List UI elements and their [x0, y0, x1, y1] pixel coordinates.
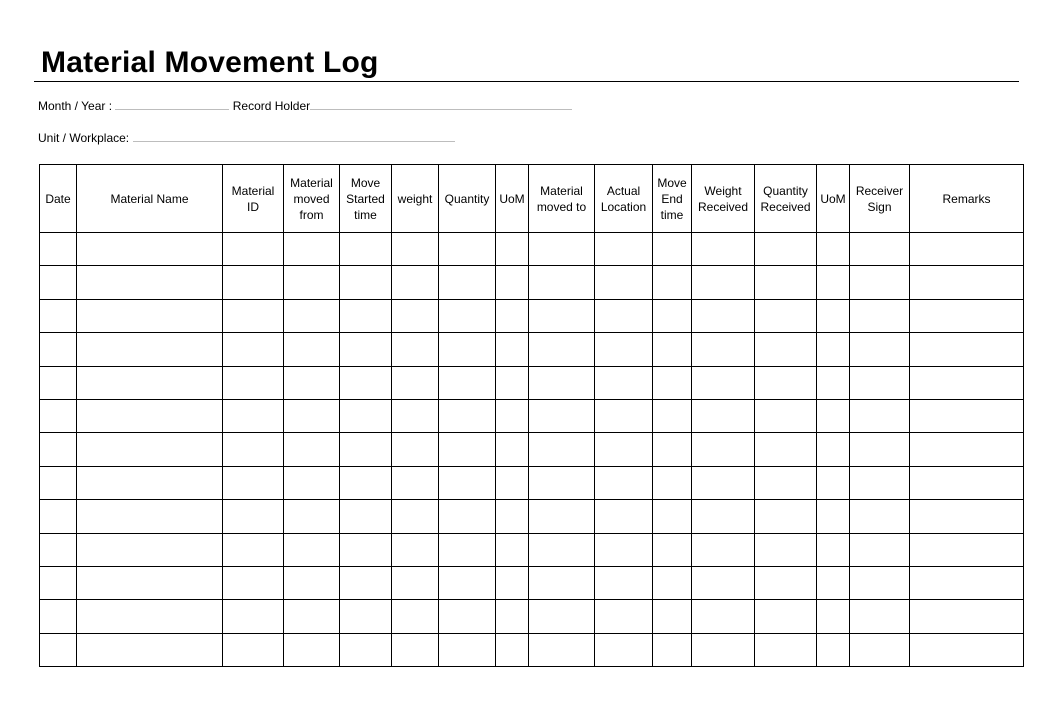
table-cell-receiver-sign[interactable] — [850, 533, 910, 566]
table-cell-weight-received[interactable] — [692, 399, 755, 432]
table-cell-remarks[interactable] — [910, 433, 1024, 466]
column-header-quantity: Quantity — [439, 165, 496, 233]
table-cell-material-name[interactable] — [77, 466, 223, 499]
table-cell-material-id[interactable] — [223, 533, 284, 566]
table-cell-weight[interactable] — [392, 500, 439, 533]
table-cell-quantity[interactable] — [439, 466, 496, 499]
table-cell-weight-received[interactable] — [692, 500, 755, 533]
table-cell-remarks[interactable] — [910, 533, 1024, 566]
table-cell-material-name[interactable] — [77, 266, 223, 299]
table-cell-material-id[interactable] — [223, 433, 284, 466]
table-cell-receiver-sign[interactable] — [850, 466, 910, 499]
column-header-receiver-sign: Receiver Sign — [850, 165, 910, 233]
table-cell-material-moved-from[interactable] — [284, 633, 340, 666]
table-cell-receiver-sign[interactable] — [850, 500, 910, 533]
table-cell-remarks[interactable] — [910, 466, 1024, 499]
table-cell-weight[interactable] — [392, 233, 439, 266]
table-cell-uom-2[interactable] — [817, 566, 850, 599]
table-cell-move-started-time[interactable] — [340, 566, 392, 599]
page-title: Material Movement Log — [41, 46, 379, 79]
table-cell-weight-received[interactable] — [692, 333, 755, 366]
table-cell-material-moved-from[interactable] — [284, 433, 340, 466]
table-cell-move-started-time[interactable] — [340, 266, 392, 299]
table-cell-material-moved-to[interactable] — [529, 266, 595, 299]
table-cell-uom-2[interactable] — [817, 299, 850, 332]
table-row — [40, 566, 1024, 599]
table-cell-actual-location[interactable] — [595, 500, 653, 533]
table-cell-move-end-time[interactable] — [653, 533, 692, 566]
table-cell-material-moved-to[interactable] — [529, 399, 595, 432]
table-cell-move-started-time[interactable] — [340, 500, 392, 533]
table-cell-date[interactable] — [40, 466, 77, 499]
table-cell-date[interactable] — [40, 266, 77, 299]
table-cell-material-moved-to[interactable] — [529, 466, 595, 499]
table-cell-actual-location[interactable] — [595, 366, 653, 399]
table-cell-receiver-sign[interactable] — [850, 266, 910, 299]
table-cell-weight[interactable] — [392, 566, 439, 599]
table-cell-quantity[interactable] — [439, 600, 496, 633]
table-cell-remarks[interactable] — [910, 299, 1024, 332]
header-fields-row-2 — [38, 131, 455, 145]
table-cell-weight-received[interactable] — [692, 533, 755, 566]
table-cell-uom-2[interactable] — [817, 266, 850, 299]
table-cell-move-started-time[interactable] — [340, 433, 392, 466]
column-header-remarks: Remarks — [910, 165, 1024, 233]
table-cell-uom-2[interactable] — [817, 466, 850, 499]
table-cell-uom-1[interactable] — [496, 466, 529, 499]
table-cell-remarks[interactable] — [910, 633, 1024, 666]
table-cell-receiver-sign[interactable] — [850, 600, 910, 633]
table-cell-quantity-received[interactable] — [755, 466, 817, 499]
table-cell-move-end-time[interactable] — [653, 500, 692, 533]
table-cell-material-id[interactable] — [223, 466, 284, 499]
table-cell-quantity[interactable] — [439, 399, 496, 432]
table-cell-material-moved-to[interactable] — [529, 233, 595, 266]
table-cell-date[interactable] — [40, 600, 77, 633]
table-cell-uom-1[interactable] — [496, 233, 529, 266]
table-cell-material-moved-to[interactable] — [529, 333, 595, 366]
table-cell-material-id[interactable] — [223, 366, 284, 399]
table-body — [40, 233, 1024, 667]
table-cell-receiver-sign[interactable] — [850, 299, 910, 332]
table-cell-material-moved-from[interactable] — [284, 566, 340, 599]
table-cell-quantity-received[interactable] — [755, 433, 817, 466]
table-cell-receiver-sign[interactable] — [850, 333, 910, 366]
table-cell-material-name[interactable] — [77, 333, 223, 366]
table-cell-material-moved-from[interactable] — [284, 366, 340, 399]
table-cell-weight[interactable] — [392, 533, 439, 566]
table-cell-actual-location[interactable] — [595, 233, 653, 266]
table-cell-move-started-time[interactable] — [340, 366, 392, 399]
table-cell-weight[interactable] — [392, 299, 439, 332]
table-cell-date[interactable] — [40, 433, 77, 466]
table-cell-receiver-sign[interactable] — [850, 366, 910, 399]
table-cell-material-moved-from[interactable] — [284, 233, 340, 266]
table-cell-weight[interactable] — [392, 433, 439, 466]
table-cell-uom-1[interactable] — [496, 366, 529, 399]
table-cell-move-end-time[interactable] — [653, 299, 692, 332]
table-cell-material-moved-from[interactable] — [284, 399, 340, 432]
table-cell-move-end-time[interactable] — [653, 633, 692, 666]
column-header-material-moved-from: Material moved from — [284, 165, 340, 233]
table-cell-move-started-time[interactable] — [340, 633, 392, 666]
table-cell-uom-1[interactable] — [496, 266, 529, 299]
table-cell-move-started-time[interactable] — [340, 466, 392, 499]
table-cell-uom-2[interactable] — [817, 366, 850, 399]
table-cell-date[interactable] — [40, 633, 77, 666]
table-cell-remarks[interactable] — [910, 366, 1024, 399]
table-cell-weight[interactable] — [392, 266, 439, 299]
table-cell-quantity-received[interactable] — [755, 399, 817, 432]
table-cell-quantity-received[interactable] — [755, 600, 817, 633]
table-cell-quantity-received[interactable] — [755, 566, 817, 599]
table-cell-uom-1[interactable] — [496, 566, 529, 599]
table-cell-move-end-time[interactable] — [653, 233, 692, 266]
table-cell-actual-location[interactable] — [595, 533, 653, 566]
table-cell-actual-location[interactable] — [595, 600, 653, 633]
table-cell-weight[interactable] — [392, 399, 439, 432]
column-header-move-end-time: Move End time — [653, 165, 692, 233]
table-cell-weight[interactable] — [392, 366, 439, 399]
table-cell-receiver-sign[interactable] — [850, 633, 910, 666]
table-cell-quantity-received[interactable] — [755, 500, 817, 533]
table-cell-move-end-time[interactable] — [653, 566, 692, 599]
table-cell-uom-1[interactable] — [496, 500, 529, 533]
table-cell-quantity-received[interactable] — [755, 366, 817, 399]
table-cell-material-moved-to[interactable] — [529, 433, 595, 466]
table-row — [40, 233, 1024, 266]
table-cell-quantity[interactable] — [439, 500, 496, 533]
table-cell-material-moved-to[interactable] — [529, 366, 595, 399]
table-cell-actual-location[interactable] — [595, 299, 653, 332]
column-header-weight-received: Weight Received — [692, 165, 755, 233]
table-cell-quantity[interactable] — [439, 233, 496, 266]
table-cell-date[interactable] — [40, 333, 77, 366]
month-year-field[interactable] — [115, 99, 229, 110]
table-cell-date[interactable] — [40, 366, 77, 399]
table-cell-quantity-received[interactable] — [755, 333, 817, 366]
table-row — [40, 633, 1024, 666]
table-row — [40, 433, 1024, 466]
table-cell-remarks[interactable] — [910, 500, 1024, 533]
table-cell-material-id[interactable] — [223, 566, 284, 599]
table-cell-date[interactable] — [40, 233, 77, 266]
table-cell-weight-received[interactable] — [692, 233, 755, 266]
column-header-material-id: Material ID — [223, 165, 284, 233]
table-cell-weight-received[interactable] — [692, 299, 755, 332]
table-cell-quantity-received[interactable] — [755, 266, 817, 299]
table-cell-material-name[interactable] — [77, 500, 223, 533]
table-cell-uom-2[interactable] — [817, 500, 850, 533]
table-row — [40, 533, 1024, 566]
table-cell-move-end-time[interactable] — [653, 366, 692, 399]
table-cell-quantity-received[interactable] — [755, 533, 817, 566]
table-cell-move-started-time[interactable] — [340, 299, 392, 332]
table-cell-uom-2[interactable] — [817, 233, 850, 266]
table-cell-material-moved-to[interactable] — [529, 600, 595, 633]
table-cell-move-started-time[interactable] — [340, 533, 392, 566]
table-cell-uom-2[interactable] — [817, 333, 850, 366]
column-header-quantity-received: Quantity Received — [755, 165, 817, 233]
table-cell-material-moved-to[interactable] — [529, 566, 595, 599]
table-cell-material-name[interactable] — [77, 233, 223, 266]
table-cell-receiver-sign[interactable] — [850, 233, 910, 266]
table-cell-material-name[interactable] — [77, 433, 223, 466]
table-cell-material-moved-from[interactable] — [284, 500, 340, 533]
table-cell-material-name[interactable] — [77, 533, 223, 566]
table-cell-material-moved-to[interactable] — [529, 633, 595, 666]
table-cell-weight[interactable] — [392, 600, 439, 633]
table-cell-move-started-time[interactable] — [340, 399, 392, 432]
table-cell-remarks[interactable] — [910, 266, 1024, 299]
column-header-actual-location: Actual Location — [595, 165, 653, 233]
table-cell-weight-received[interactable] — [692, 266, 755, 299]
table-row — [40, 466, 1024, 499]
table-header-row — [40, 165, 1024, 233]
table-cell-material-id[interactable] — [223, 633, 284, 666]
table-cell-weight-received[interactable] — [692, 366, 755, 399]
record-holder-field[interactable] — [310, 99, 572, 110]
table-cell-date[interactable] — [40, 533, 77, 566]
table-cell-material-moved-to[interactable] — [529, 299, 595, 332]
table-cell-weight-received[interactable] — [692, 600, 755, 633]
column-header-date: Date — [40, 165, 77, 233]
table-cell-quantity[interactable] — [439, 433, 496, 466]
table-cell-material-id[interactable] — [223, 500, 284, 533]
table-cell-uom-1[interactable] — [496, 433, 529, 466]
table-cell-move-end-time[interactable] — [653, 433, 692, 466]
unit-workplace-label: Unit / Workplace: — [38, 131, 130, 145]
table-row — [40, 399, 1024, 432]
table-cell-material-id[interactable] — [223, 333, 284, 366]
table-cell-uom-2[interactable] — [817, 399, 850, 432]
table-cell-material-moved-from[interactable] — [284, 466, 340, 499]
table-cell-date[interactable] — [40, 399, 77, 432]
table-cell-weight[interactable] — [392, 466, 439, 499]
table-cell-remarks[interactable] — [910, 233, 1024, 266]
table-cell-material-moved-to[interactable] — [529, 500, 595, 533]
table-cell-move-end-time[interactable] — [653, 399, 692, 432]
table-cell-uom-2[interactable] — [817, 600, 850, 633]
table-cell-uom-1[interactable] — [496, 399, 529, 432]
table-cell-receiver-sign[interactable] — [850, 566, 910, 599]
table-cell-material-name[interactable] — [77, 600, 223, 633]
table-row — [40, 333, 1024, 366]
record-holder-label: Record Holder — [232, 99, 311, 113]
table-cell-move-end-time[interactable] — [653, 600, 692, 633]
table-cell-quantity[interactable] — [439, 333, 496, 366]
column-header-move-started-time: Move Started time — [340, 165, 392, 233]
table-cell-actual-location[interactable] — [595, 633, 653, 666]
table-cell-actual-location[interactable] — [595, 333, 653, 366]
table-cell-remarks[interactable] — [910, 333, 1024, 366]
table-cell-actual-location[interactable] — [595, 466, 653, 499]
table-cell-receiver-sign[interactable] — [850, 399, 910, 432]
table-cell-actual-location[interactable] — [595, 266, 653, 299]
table-cell-remarks[interactable] — [910, 600, 1024, 633]
table-cell-weight[interactable] — [392, 633, 439, 666]
table-cell-move-started-time[interactable] — [340, 600, 392, 633]
table-cell-move-end-time[interactable] — [653, 333, 692, 366]
table-cell-weight-received[interactable] — [692, 566, 755, 599]
table-cell-actual-location[interactable] — [595, 399, 653, 432]
table-cell-date[interactable] — [40, 500, 77, 533]
column-header-material-name: Material Name — [77, 165, 223, 233]
table-cell-move-started-time[interactable] — [340, 333, 392, 366]
table-cell-material-name[interactable] — [77, 566, 223, 599]
table-row — [40, 366, 1024, 399]
table-cell-remarks[interactable] — [910, 399, 1024, 432]
unit-workplace-field[interactable] — [133, 131, 455, 142]
table-cell-quantity[interactable] — [439, 366, 496, 399]
table-cell-quantity-received[interactable] — [755, 299, 817, 332]
table-cell-remarks[interactable] — [910, 566, 1024, 599]
table-cell-uom-1[interactable] — [496, 299, 529, 332]
table-cell-weight-received[interactable] — [692, 633, 755, 666]
table-cell-date[interactable] — [40, 299, 77, 332]
table-cell-material-id[interactable] — [223, 233, 284, 266]
table-row — [40, 600, 1024, 633]
table-cell-material-id[interactable] — [223, 266, 284, 299]
table-cell-material-name[interactable] — [77, 633, 223, 666]
table-cell-quantity[interactable] — [439, 266, 496, 299]
table-cell-move-end-time[interactable] — [653, 266, 692, 299]
table-cell-quantity[interactable] — [439, 566, 496, 599]
table-cell-receiver-sign[interactable] — [850, 433, 910, 466]
table-cell-move-started-time[interactable] — [340, 233, 392, 266]
table-cell-quantity-received[interactable] — [755, 633, 817, 666]
column-header-uom-2: UoM — [817, 165, 850, 233]
table-cell-material-name[interactable] — [77, 299, 223, 332]
column-header-material-moved-to: Material moved to — [529, 165, 595, 233]
table-cell-actual-location[interactable] — [595, 433, 653, 466]
table-cell-quantity[interactable] — [439, 299, 496, 332]
column-header-weight: weight — [392, 165, 439, 233]
table-cell-material-name[interactable] — [77, 399, 223, 432]
table-cell-weight-received[interactable] — [692, 433, 755, 466]
table-cell-material-moved-from[interactable] — [284, 299, 340, 332]
table-cell-actual-location[interactable] — [595, 566, 653, 599]
title-divider — [34, 81, 1019, 82]
table-cell-material-moved-to[interactable] — [529, 533, 595, 566]
table-cell-material-moved-from[interactable] — [284, 266, 340, 299]
table-cell-uom-1[interactable] — [496, 600, 529, 633]
table-cell-material-moved-from[interactable] — [284, 533, 340, 566]
table-cell-material-id[interactable] — [223, 399, 284, 432]
table-row — [40, 266, 1024, 299]
table-cell-move-end-time[interactable] — [653, 466, 692, 499]
month-year-label: Month / Year : — [38, 99, 113, 113]
table-cell-date[interactable] — [40, 566, 77, 599]
movement-log-table — [39, 164, 1024, 667]
table-cell-weight[interactable] — [392, 333, 439, 366]
header-fields-row-1 — [38, 99, 572, 113]
table-cell-quantity[interactable] — [439, 533, 496, 566]
table-cell-uom-1[interactable] — [496, 633, 529, 666]
column-header-uom-1: UoM — [496, 165, 529, 233]
table-cell-quantity-received[interactable] — [755, 233, 817, 266]
table-cell-uom-1[interactable] — [496, 333, 529, 366]
table-cell-uom-2[interactable] — [817, 633, 850, 666]
table-cell-material-moved-from[interactable] — [284, 600, 340, 633]
table-cell-uom-2[interactable] — [817, 533, 850, 566]
table-cell-quantity[interactable] — [439, 633, 496, 666]
table-cell-material-moved-from[interactable] — [284, 333, 340, 366]
table-cell-uom-2[interactable] — [817, 433, 850, 466]
table-cell-uom-1[interactable] — [496, 533, 529, 566]
table-row — [40, 299, 1024, 332]
table-cell-material-id[interactable] — [223, 299, 284, 332]
table-cell-weight-received[interactable] — [692, 466, 755, 499]
table-cell-material-name[interactable] — [77, 366, 223, 399]
table-cell-material-id[interactable] — [223, 600, 284, 633]
table-row — [40, 500, 1024, 533]
